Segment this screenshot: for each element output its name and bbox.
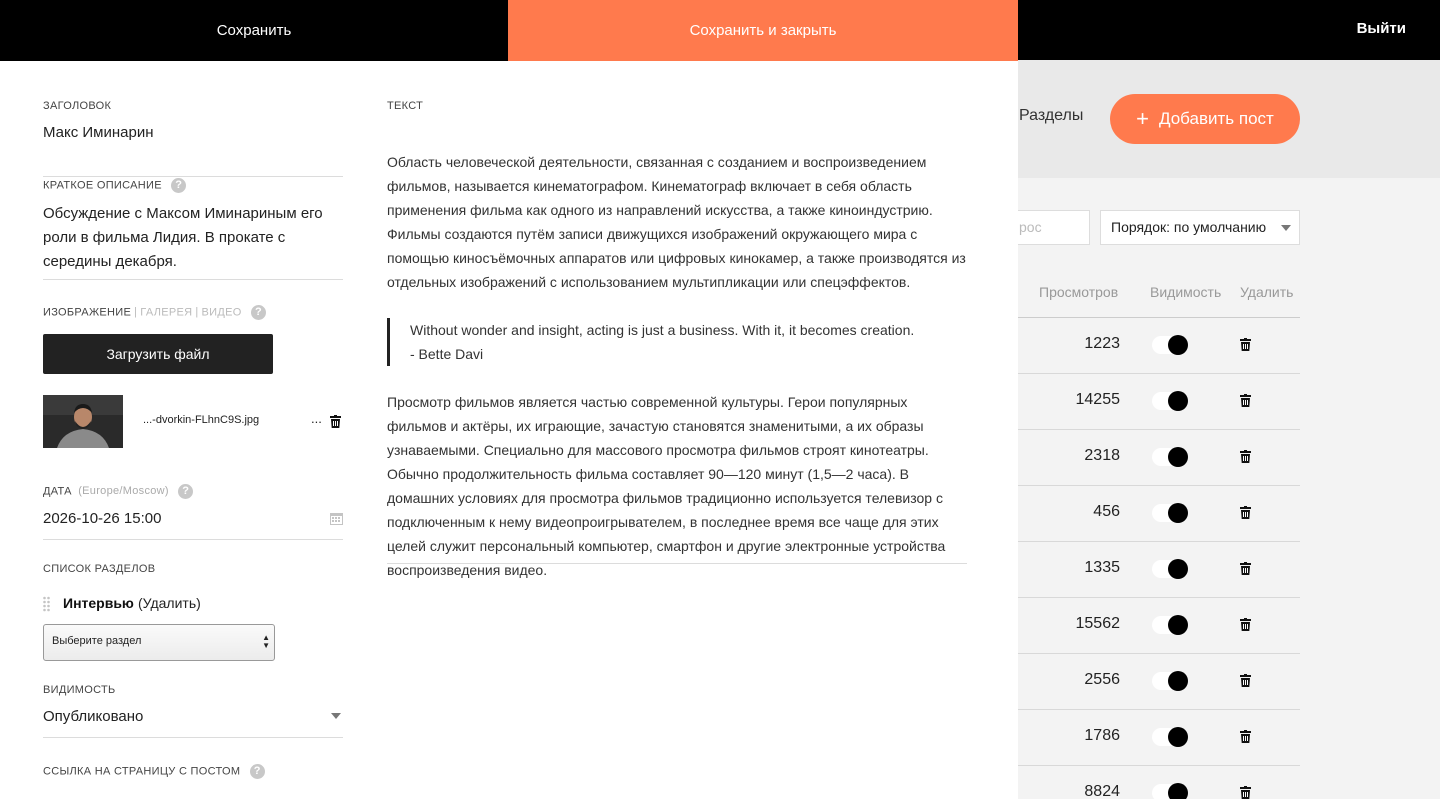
help-icon[interactable]: ?: [251, 305, 266, 320]
text-label: ТЕКСТ: [387, 100, 424, 112]
views-count: 15562: [1075, 615, 1120, 632]
views-count: 2318: [1084, 447, 1120, 464]
table-row[interactable]: [1018, 318, 1300, 374]
tab-gallery[interactable]: ГАЛЕРЕЯ: [140, 306, 193, 319]
views-count: 456: [1093, 503, 1120, 520]
chevron-down-icon: [1281, 225, 1291, 231]
order-select[interactable]: [1100, 210, 1300, 245]
more-icon[interactable]: ...: [311, 411, 322, 426]
toggle-knob: [1168, 559, 1188, 579]
visibility-select[interactable]: [43, 708, 343, 738]
toggle-knob: [1168, 615, 1188, 635]
visibility-toggle[interactable]: [1152, 728, 1186, 746]
arrow-down-icon: ▼: [262, 641, 270, 650]
section-name: Интервью: [63, 595, 134, 611]
sections-field: [43, 563, 343, 650]
description-label: КРАТКОЕ ОПИСАНИЕ: [43, 179, 162, 192]
description-label-row: [43, 178, 343, 193]
trash-icon[interactable]: [1240, 506, 1251, 524]
table-row[interactable]: [1018, 766, 1300, 799]
title-input[interactable]: Макс Иминарин: [43, 124, 343, 177]
search-input[interactable]: рос: [1000, 210, 1090, 245]
arrow-up-icon: ▲: [262, 633, 270, 642]
date-label-row: [43, 484, 343, 499]
toggle-knob: [1168, 447, 1188, 467]
table-row[interactable]: [1018, 430, 1300, 486]
add-post-label: Добавить пост: [1159, 109, 1274, 128]
table-row[interactable]: [1018, 374, 1300, 430]
trash-icon[interactable]: [1240, 730, 1251, 748]
chevron-down-icon: [331, 713, 341, 719]
visibility-toggle[interactable]: [1152, 616, 1186, 634]
toggle-knob: [1168, 671, 1188, 691]
upload-file-button[interactable]: Загрузить файл: [43, 334, 273, 374]
timezone-label: (Europe/Moscow): [78, 485, 169, 498]
toggle-knob: [1168, 335, 1188, 355]
posts-table: [1018, 270, 1300, 799]
toggle-knob: [1168, 727, 1188, 747]
drag-handle-icon[interactable]: [43, 596, 50, 617]
help-icon[interactable]: ?: [178, 484, 193, 499]
trash-icon[interactable]: [1240, 450, 1251, 468]
table-row[interactable]: [1018, 710, 1300, 766]
tab-separator: |: [195, 306, 199, 319]
text-paragraph: Просмотр фильмов является частью современной культуры. Герои популярных фильмов и актёры, их играющие, зачастую становятся знаменитыми, а их образы узнаваемыми. Специально для массового просмотра фильмов строят кинотеатры. Обычно продолжительность фильма составляет 90—120 минут (1,5—2 часа). В домашних условиях для просмотра фильмов традиционно используется телевизор с подключенным к нему видеопроигрывателем, в последнее время все чаще для этих целей служит персональный компьютер, смартфон и другие электронные устройства воспроизведения видео.: [387, 394, 946, 578]
trash-icon[interactable]: [330, 415, 341, 433]
divider: [387, 563, 967, 564]
quote-author: - Bette Davi: [410, 346, 484, 362]
table-header: [1018, 270, 1300, 318]
trash-icon[interactable]: [1240, 786, 1251, 799]
select-arrows-icon: [262, 634, 270, 650]
description-input[interactable]: Обсуждение с Максом Иминариным его роли в фильма Лидия. В прокате с середины декабря.: [43, 202, 343, 280]
help-icon[interactable]: ?: [250, 764, 265, 779]
trash-icon[interactable]: [1240, 674, 1251, 692]
visibility-value: Опубликовано: [43, 708, 144, 725]
description-field: [43, 178, 343, 270]
add-post-button[interactable]: [1110, 94, 1300, 144]
tab-video[interactable]: ВИДЕО: [201, 306, 242, 319]
column-delete: Удалить: [1240, 284, 1294, 300]
section-select-placeholder: Выберите раздел: [52, 635, 142, 647]
table-row[interactable]: [1018, 486, 1300, 542]
toggle-knob: [1168, 503, 1188, 523]
views-count: 2556: [1084, 671, 1120, 688]
table-row[interactable]: [1018, 598, 1300, 654]
table-row[interactable]: [1018, 542, 1300, 598]
trash-icon[interactable]: [1240, 394, 1251, 412]
save-and-close-button[interactable]: Сохранить и закрыть: [508, 0, 1018, 61]
page-link-label: ССЫЛКА НА СТРАНИЦУ С ПОСТОМ: [43, 765, 241, 778]
date-value: 2026-10-26 15:00: [43, 510, 162, 527]
save-button[interactable]: Сохранить: [0, 0, 508, 61]
order-select-value: Порядок: по умолчанию: [1111, 219, 1267, 235]
toggle-knob: [1168, 391, 1188, 411]
logout-link[interactable]: Выйти: [1356, 20, 1406, 37]
views-count: 1223: [1084, 335, 1120, 352]
table-row[interactable]: [1018, 654, 1300, 710]
date-label: ДАТА: [43, 485, 72, 498]
views-count: 8824: [1084, 783, 1120, 799]
help-icon[interactable]: ?: [171, 178, 186, 193]
visibility-toggle[interactable]: [1152, 448, 1186, 466]
views-count: 1786: [1084, 727, 1120, 744]
trash-icon[interactable]: [1240, 338, 1251, 356]
plus-icon: +: [1136, 106, 1150, 131]
visibility-toggle[interactable]: [1152, 504, 1186, 522]
title-field: [43, 100, 343, 141]
quote-text: Without wonder and insight, acting is just a business. With it, it becomes creation.: [410, 322, 915, 338]
date-field: [43, 484, 343, 527]
page-link-field: [43, 764, 343, 779]
column-views[interactable]: Просмотров: [1039, 284, 1119, 300]
section-item: [43, 594, 343, 614]
section-remove-link[interactable]: (Удалить): [138, 595, 201, 611]
sections-link[interactable]: Разделы: [1019, 107, 1084, 124]
sections-label: СПИСОК РАЗДЕЛОВ: [43, 563, 156, 575]
views-count: 14255: [1075, 391, 1120, 408]
text-editor[interactable]: [387, 150, 967, 606]
image-thumbnail[interactable]: [43, 395, 123, 448]
trash-icon[interactable]: [1240, 618, 1251, 636]
views-count: 1335: [1084, 559, 1120, 576]
tab-separator: |: [134, 306, 138, 319]
calendar-icon[interactable]: [330, 512, 343, 529]
media-tabs: [43, 305, 343, 320]
section-select[interactable]: [43, 624, 275, 661]
visibility-field: [43, 684, 343, 725]
visibility-toggle[interactable]: [1152, 560, 1186, 578]
visibility-label: ВИДИМОСТЬ: [43, 684, 116, 696]
title-label: ЗАГОЛОВОК: [43, 100, 112, 112]
tab-image[interactable]: ИЗОБРАЖЕНИЕ: [43, 306, 132, 319]
file-name: ...-dvorkin-FLhnC9S.jpg: [143, 414, 260, 426]
text-field: [387, 100, 967, 578]
visibility-toggle[interactable]: [1152, 392, 1186, 410]
text-paragraph: Область человеческой деятельности, связанная с созданием и воспроизведением фильмов, называется кинематографом. Кинематограф включает в себя область применения фильма как одного из направлений искусства, а также киноиндустрию. Фильмы создаются путём записи движущихся изображений окружающего мира с помощью киносъёмочных аппаратов или цифровых кинокамер, а также производятся из отдельных изображений с использованием мультипликации или спецэффектов.: [387, 154, 966, 290]
toggle-knob: [1168, 783, 1188, 799]
trash-icon[interactable]: [1240, 562, 1251, 580]
visibility-toggle[interactable]: [1152, 336, 1186, 354]
column-visibility[interactable]: Видимость: [1150, 284, 1222, 300]
blockquote: [387, 318, 967, 366]
visibility-toggle[interactable]: [1152, 784, 1186, 799]
visibility-toggle[interactable]: [1152, 672, 1186, 690]
image-field: [43, 305, 343, 426]
page-link-label-row: [43, 764, 343, 779]
date-input[interactable]: [43, 510, 343, 540]
